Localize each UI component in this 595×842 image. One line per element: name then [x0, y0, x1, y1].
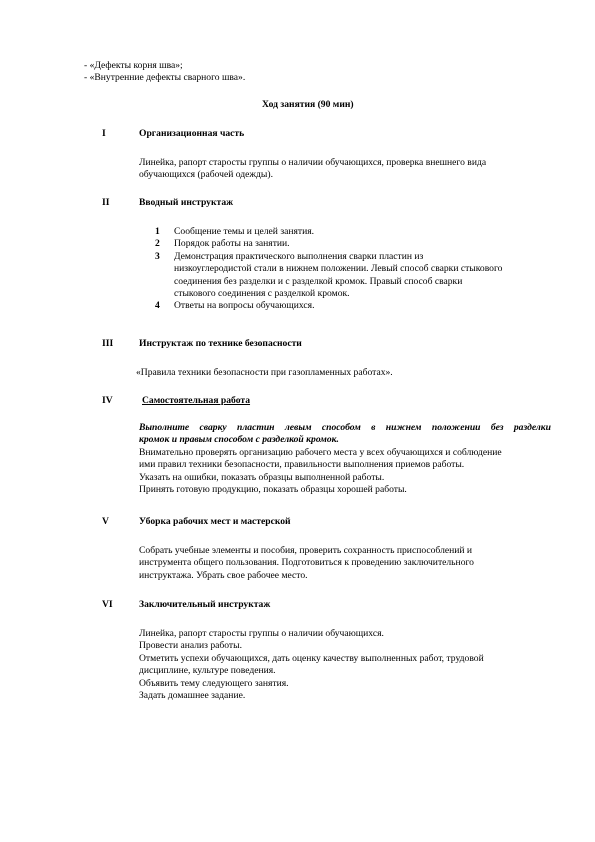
list-item-number: 2	[155, 238, 160, 250]
section-6-line: Объявить тему следующего занятия.	[139, 677, 289, 689]
section-4-task	[139, 422, 551, 447]
section-5-body	[139, 545, 551, 582]
list-item-number: 4	[155, 300, 160, 312]
section-4-line: Указать на ошибки, показать образцы выполненной работы.	[139, 471, 385, 483]
section-5-line: Собрать учебные элементы и пособия, проверить сохранность приспособлений и	[139, 545, 473, 556]
section-1-heading: Организационная часть	[139, 128, 245, 139]
list-item-text: соединения без разделки и с разделкой кромок. Правый способ сварки	[174, 275, 463, 287]
section-2-numeral: II	[102, 197, 110, 208]
section-6-line: Задать домашнее задание.	[139, 690, 246, 702]
intro-line-1: - «Дефекты корня шва»;	[84, 60, 183, 71]
page-title: Ход занятия (90 мин)	[262, 99, 354, 110]
section-4-line: Принять готовую продукцию, показать образцы хорошей работы.	[139, 484, 407, 496]
section-1-numeral: I	[102, 128, 106, 139]
list-item	[155, 226, 555, 238]
list-item-text: Порядок работы на занятии.	[174, 238, 290, 250]
section-2-heading: Вводный инструктаж	[139, 197, 234, 208]
section-5-heading: Уборка рабочих мест и мастерской	[139, 516, 291, 527]
section-3-numeral: III	[102, 338, 114, 349]
section-2-list	[155, 226, 555, 313]
list-item-text: Ответы на вопросы обучающихся.	[174, 300, 315, 312]
list-item-number: 3	[155, 250, 160, 262]
list-item-number: 1	[155, 226, 160, 237]
section-6-line: Провести анализ работы.	[139, 640, 242, 652]
section-6-line: Отметить успехи обучающихся, дать оценку качеству выполненных работ, трудовой	[139, 652, 484, 664]
section-4-line: Внимательно проверять организацию рабочего места у всех обучающихся и соблюдение	[139, 447, 502, 458]
section-6-body	[139, 628, 551, 702]
list-item	[155, 251, 555, 301]
section-4-task-line: Выполните сварку пластин левым способом в нижнем положении без разделки	[139, 422, 551, 433]
section-1-line: обучающихся (рабочей одежды).	[139, 169, 273, 181]
section-4-line: ими правил техники безопасности, правильности выполнения приемов работы.	[139, 459, 465, 471]
list-item-text: низкоуглеродистой стали в нижнем положении. Левый способ сварки стыкового	[174, 263, 503, 275]
section-1-body	[139, 157, 551, 182]
section-5-line: инструктажа. Убрать свое рабочее место.	[139, 569, 308, 581]
list-item-text: Демонстрация практического выполнения сварки пластин из	[174, 250, 424, 262]
section-4-numeral: IV	[102, 395, 113, 406]
intro-line-2: - «Внутренние дефекты сварного шва».	[84, 72, 246, 83]
section-6-numeral: VI	[102, 599, 113, 610]
section-4-task-line: кромок и правым способом с разделкой кромок.	[139, 434, 339, 446]
section-6-line: Линейка, рапорт старосты группы о наличии обучающихся.	[139, 628, 384, 639]
list-item-text: стыкового соединения с разделкой кромок.	[174, 288, 350, 300]
section-4-heading: Самостоятельная работа	[142, 395, 251, 406]
section-6-line: дисциплине, культуре поведения.	[139, 665, 276, 677]
section-5-line: инструмента общего пользования. Подготовиться к проведению заключительного	[139, 557, 474, 569]
section-5-numeral: V	[102, 516, 109, 527]
section-3-body: «Правила техники безопасности при газопламенных работах».	[136, 367, 393, 378]
section-1-line: Линейка, рапорт старосты группы о наличии обучающихся, проверка внешнего вида	[139, 157, 487, 168]
list-item	[155, 300, 555, 312]
list-item	[155, 238, 555, 250]
section-3-heading: Инструктаж по технике безопасности	[139, 338, 302, 349]
section-4-body	[139, 447, 551, 497]
list-item-text: Сообщение темы и целей занятия.	[174, 226, 315, 237]
section-6-heading: Заключительный инструктаж	[139, 599, 271, 610]
